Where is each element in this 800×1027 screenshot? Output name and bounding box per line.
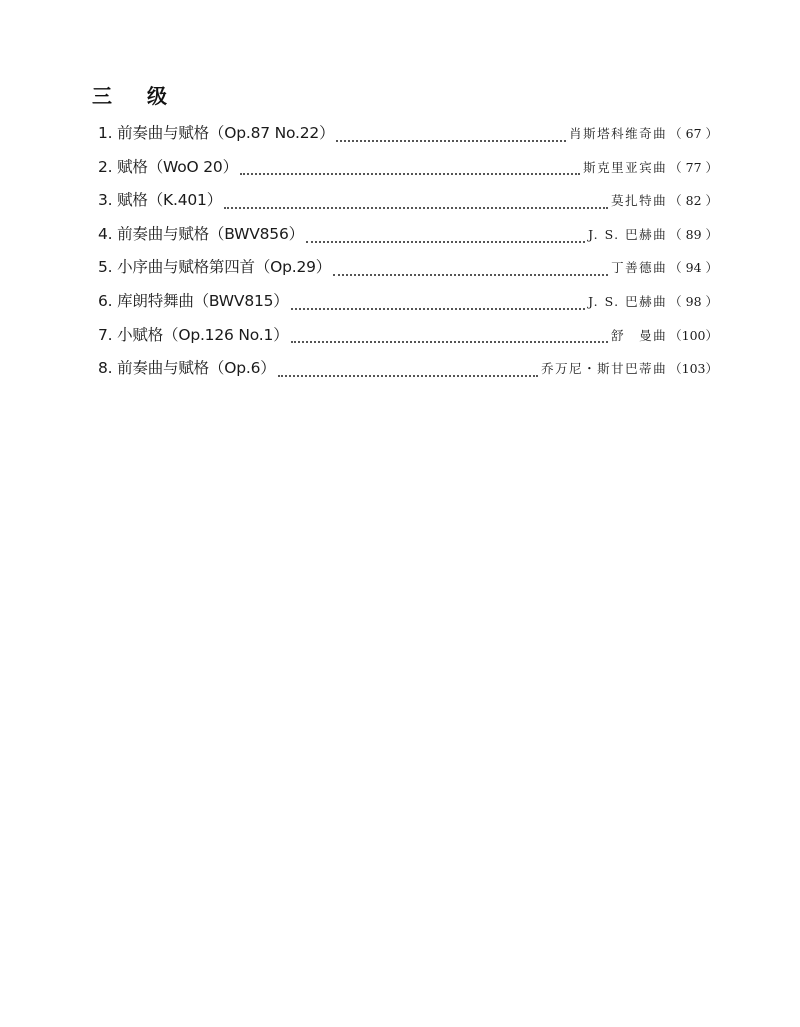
dot-leader: [278, 375, 539, 377]
toc-entry-page: （100）: [669, 327, 718, 343]
toc-entry-composer: 乔万尼・斯甘巴蒂曲: [541, 361, 668, 377]
table-of-contents: [98, 121, 718, 390]
dot-leader: [224, 207, 608, 209]
toc-entry-title: 8. 前奏曲与赋格（Op.6）: [98, 359, 276, 378]
toc-entry-title: 5. 小序曲与赋格第四首（Op.29）: [98, 258, 332, 277]
toc-entry: [98, 356, 718, 390]
toc-entry-page: （103）: [669, 361, 718, 377]
toc-entry: [98, 323, 718, 357]
toc-entry-page: （ 67 ）: [669, 126, 718, 141]
toc-entry-title: 7. 小赋格（Op.126 No.1）: [98, 325, 289, 344]
toc-entry-composer: J. S. 巴赫曲: [588, 226, 668, 242]
toc-entry-composer: 斯克里亚宾曲: [583, 159, 668, 175]
toc-entry: [98, 188, 718, 222]
toc-entry-title: 4. 前奏曲与赋格（BWV856）: [98, 224, 304, 243]
toc-entry-composer: J. S. 巴赫曲: [588, 293, 668, 309]
toc-entry-title: 2. 赋格（WoO 20）: [98, 157, 238, 176]
toc-entry-composer: 肖斯塔科维奇曲: [569, 126, 668, 141]
toc-entry: [98, 289, 718, 323]
dot-leader: [240, 173, 580, 175]
section-heading: 三 级: [92, 84, 181, 108]
dot-leader: [333, 274, 608, 276]
toc-entry-title: 3. 赋格（K.401）: [98, 191, 222, 210]
toc-entry-composer: 丁善德曲: [611, 260, 668, 276]
dot-leader: [291, 308, 585, 310]
toc-entry-title: 6. 库朗特舞曲（BWV815）: [98, 291, 289, 310]
toc-entry-composer: 莫扎特曲: [611, 193, 668, 209]
toc-entry-page: （ 89 ）: [669, 226, 718, 242]
dot-leader: [306, 241, 585, 243]
toc-entry-page: （ 98 ）: [669, 293, 718, 309]
toc-entry-title: 1. 前奏曲与赋格（Op.87 No.22）: [98, 124, 335, 142]
toc-entry-page: （ 82 ）: [669, 193, 718, 209]
toc-entry-page: （ 94 ）: [669, 260, 718, 276]
dot-leader: [336, 140, 566, 142]
dot-leader: [291, 341, 609, 343]
toc-entry-page: （ 77 ）: [669, 159, 718, 175]
toc-entry: [98, 155, 718, 189]
toc-entry-composer: 舒 曼曲: [611, 327, 668, 343]
toc-entry: [98, 255, 718, 289]
toc-entry: [98, 222, 718, 256]
toc-entry: [98, 121, 718, 155]
